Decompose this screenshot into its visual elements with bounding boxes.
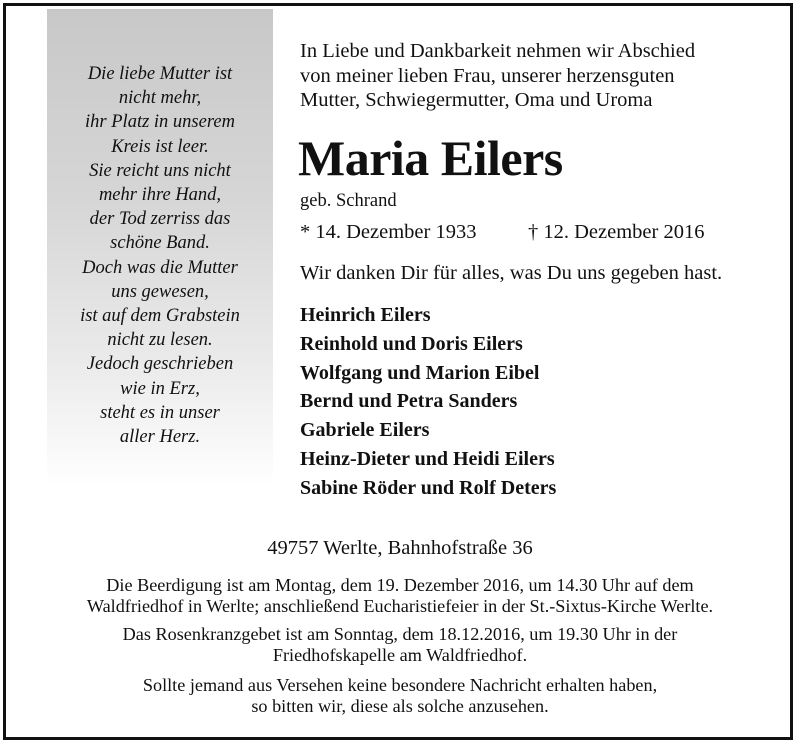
- intro-line: von meiner lieben Frau, unserer herzensguten: [300, 64, 675, 87]
- mourners-list: [300, 301, 556, 503]
- poem-line: Kreis ist leer.: [111, 136, 209, 157]
- notice-line: Das Rosenkranzgebet ist am Sonntag, dem 18.12.2016, um 19.30 Uhr in der: [122, 624, 678, 644]
- mourner-name: Bernd und Petra Sanders: [300, 390, 518, 413]
- death-date: † 12. Dezember 2016: [528, 221, 705, 243]
- notice-line: Friedhofskapelle am Waldfriedhof.: [272, 645, 528, 665]
- poem: [47, 62, 273, 449]
- poem-line: Sie reicht uns nicht: [89, 160, 231, 181]
- poem-line: Die liebe Mutter ist: [87, 64, 233, 84]
- intro-line: In Liebe und Dankbarkeit nehmen wir Abschied: [300, 40, 696, 62]
- poem-line: wie in Erz,: [120, 378, 200, 399]
- family-address: 49757 Werlte, Bahnhofstraße 36: [267, 537, 533, 559]
- birth-date: * 14. Dezember 1933: [300, 221, 477, 243]
- poem-line: der Tod zerriss das: [89, 209, 231, 230]
- poem-line: ist auf dem Grabstein: [80, 306, 240, 327]
- funeral-notice: [0, 575, 800, 617]
- notice-line: Waldfriedhof in Werlte; anschließend Eucharistiefeier in der St.-Sixtus-Kirche Werlte.: [86, 596, 714, 616]
- poem-line: uns gewesen,: [111, 281, 209, 302]
- poem-line: nicht zu lesen.: [107, 330, 213, 351]
- birth-name: geb. Schrand: [300, 191, 397, 211]
- mourner-name: Reinhold und Doris Eilers: [300, 332, 523, 355]
- poem-line: Jedoch geschrieben: [86, 354, 234, 375]
- mourner-name: Gabriele Eilers: [300, 419, 430, 442]
- deceased-name: Maria Eilers: [298, 130, 563, 186]
- rosary-notice: [0, 624, 800, 666]
- poem-line: schöne Band.: [110, 233, 210, 254]
- life-dates: [300, 219, 770, 245]
- intro-line: Mutter, Schwiegermutter, Oma und Uroma: [300, 89, 653, 111]
- mourner-name: Wolfgang und Marion Eibel: [300, 361, 540, 384]
- mourner-name: Heinrich Eilers: [300, 304, 431, 326]
- notice-line: Die Beerdigung ist am Montag, dem 19. Dezember 2016, um 14.30 Uhr auf dem: [106, 575, 694, 595]
- mourner-name: Sabine Röder und Rolf Deters: [300, 476, 557, 499]
- mourner-name: Heinz-Dieter und Heidi Eilers: [300, 447, 555, 470]
- poem-line: steht es in unser: [100, 402, 220, 423]
- farewell-intro: [300, 39, 770, 113]
- poem-line: nicht mehr,: [118, 88, 202, 109]
- poem-line: mehr ihre Hand,: [98, 185, 222, 206]
- no-notification-notice: [0, 675, 800, 717]
- thanks-line: Wir danken Dir für alles, was Du uns gegeben hast.: [300, 262, 723, 284]
- poem-line: ihr Platz in unserem: [85, 112, 235, 133]
- notice-line: Sollte jemand aus Versehen keine besondere Nachricht erhalten haben,: [142, 675, 658, 695]
- poem-line: Doch was die Mutter: [82, 257, 238, 278]
- notice-line: so bitten wir, diese als solche anzusehen.: [251, 696, 549, 716]
- poem-line: aller Herz.: [119, 427, 201, 448]
